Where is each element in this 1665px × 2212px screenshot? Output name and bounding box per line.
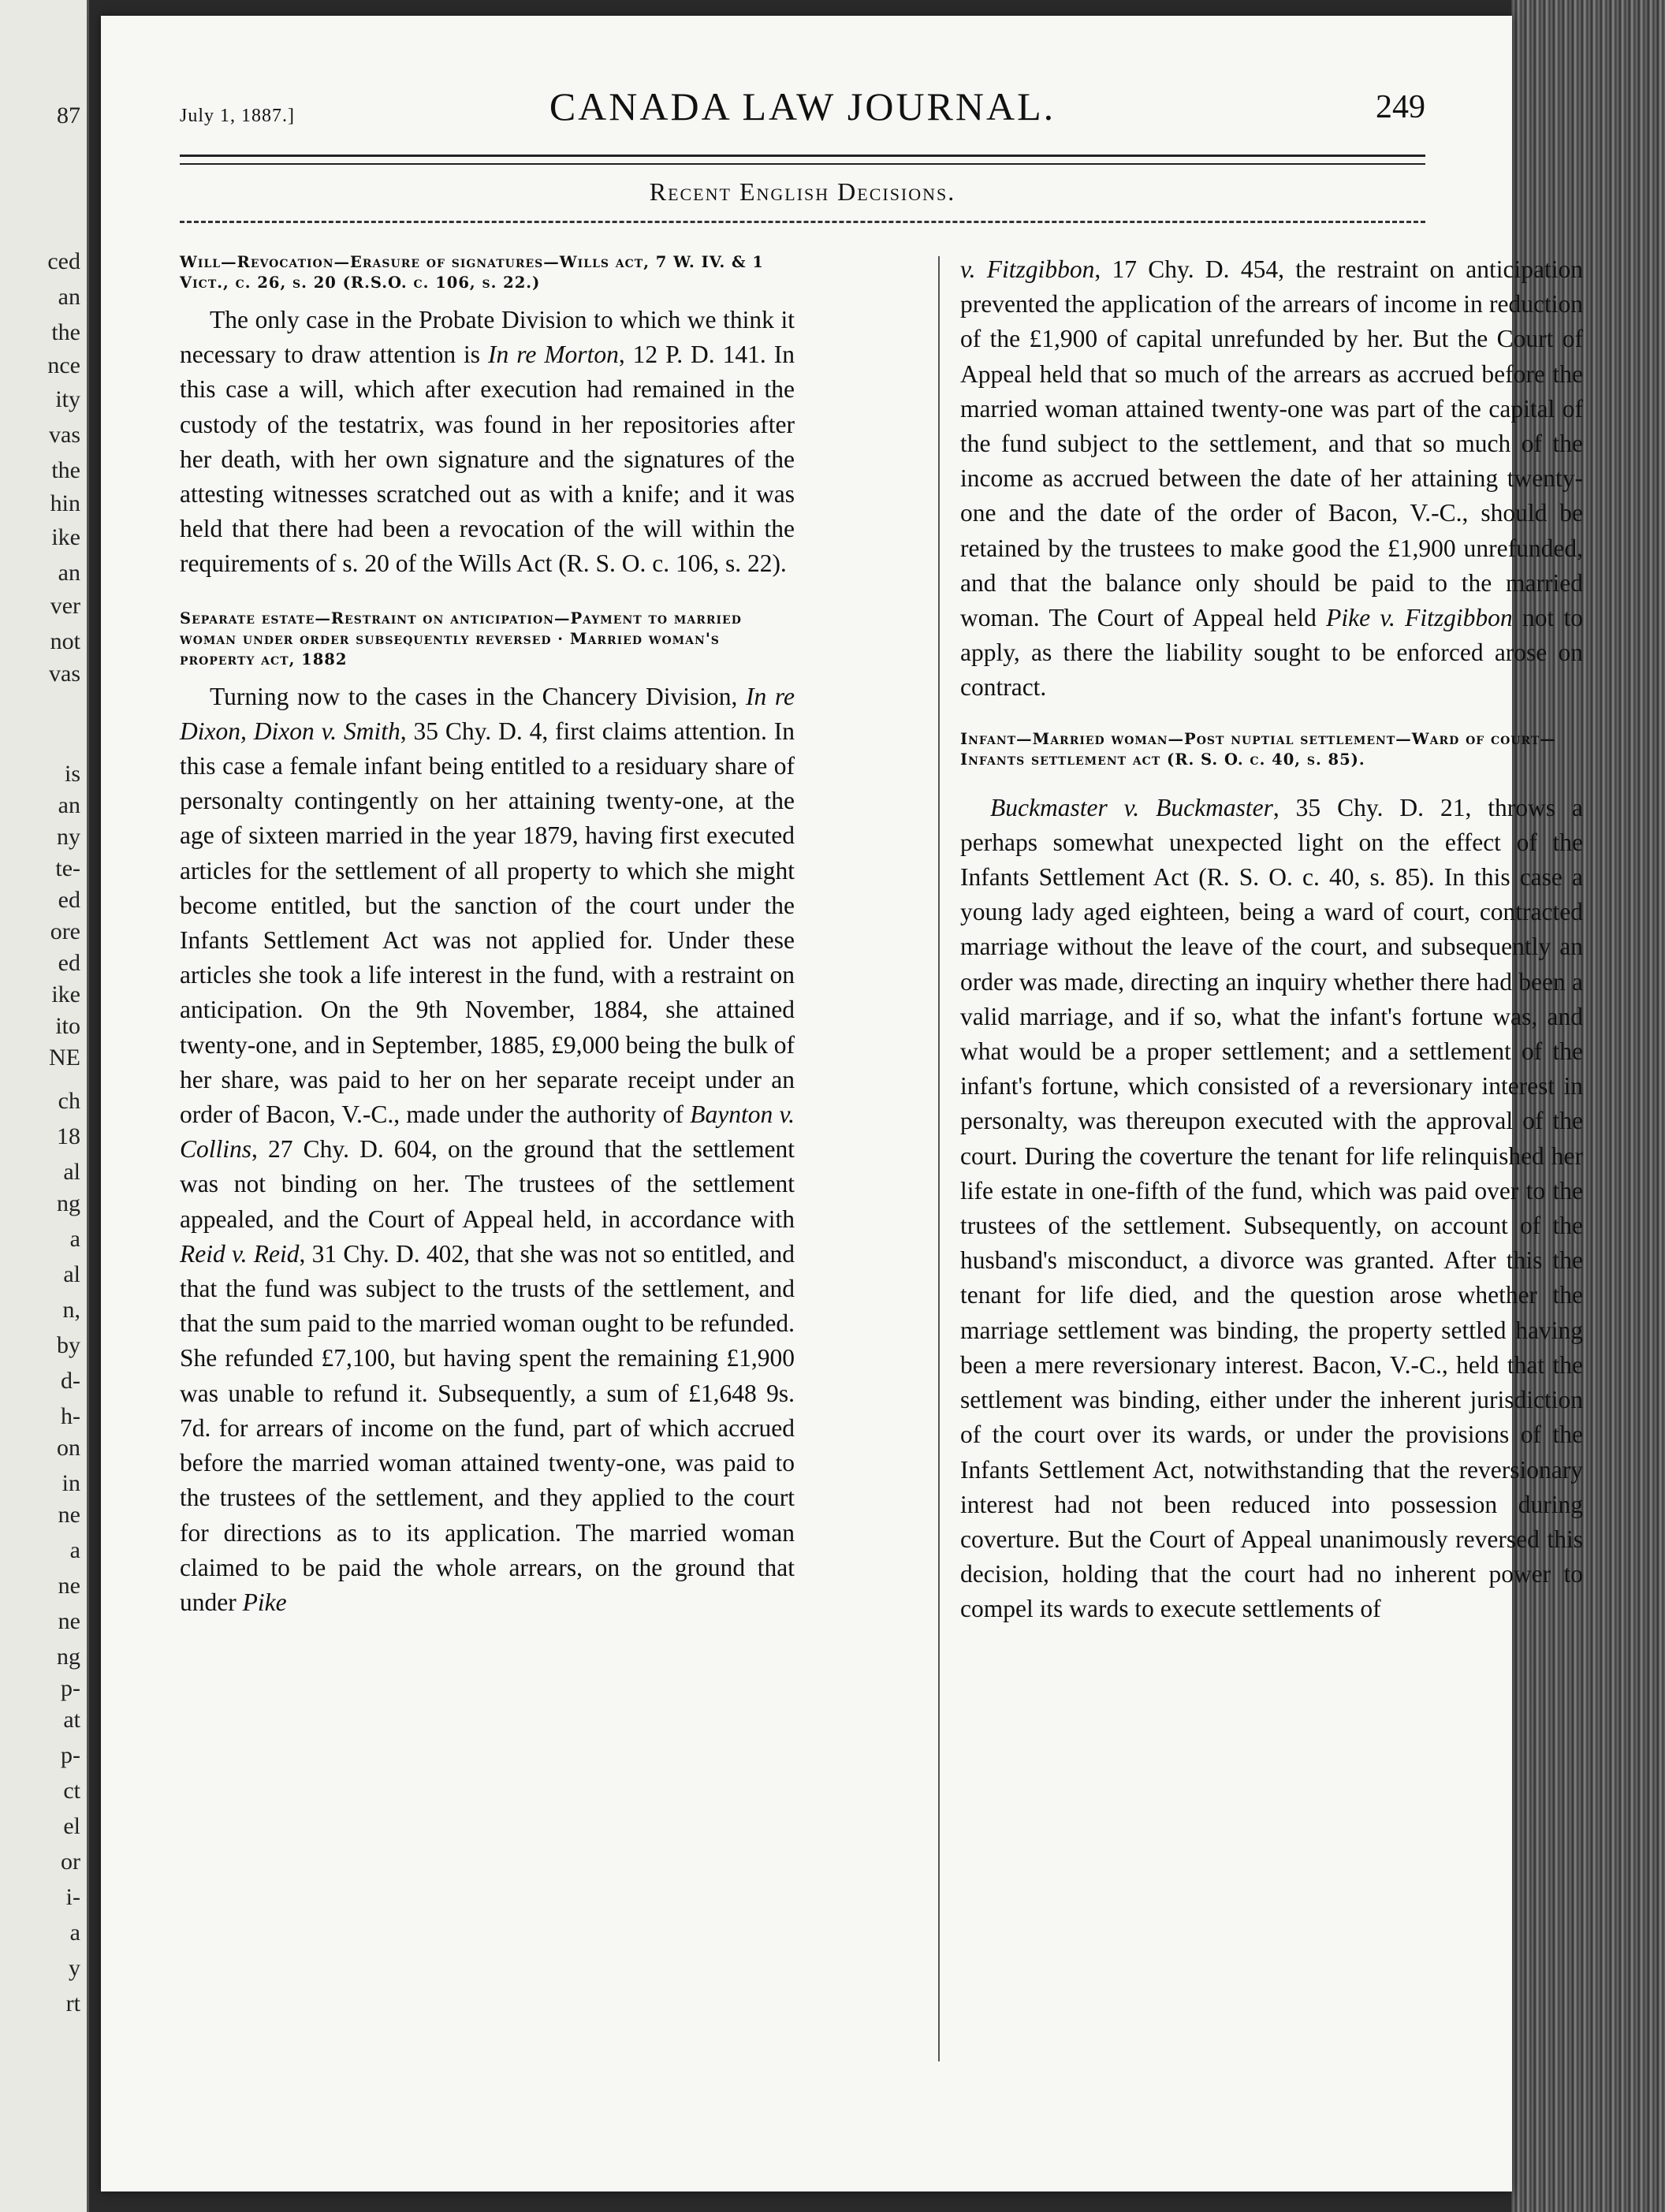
margin-fragment: ore	[50, 918, 80, 944]
margin-fragment: p-	[61, 1742, 80, 1768]
margin-fragment: nce	[47, 352, 80, 378]
margin-fragment: ct	[63, 1778, 80, 1804]
section-rule	[180, 221, 1425, 223]
margin-fragment: ver	[50, 593, 80, 619]
body-text: The only case in the Probate Division to which we think it necessary to draw attention is	[180, 306, 795, 369]
article-body-infant	[960, 791, 1583, 1627]
margin-fragment: the	[51, 319, 80, 345]
case-name: Buckmaster v. Buckmaster	[990, 793, 1273, 821]
margin-fragment: hin	[50, 490, 80, 516]
article-heading-wills: Will—Revocation—Erasure of signatures—Wills act, 7 W. IV. & 1 Vict., c. 26, s. 20 (R.S.O. c. 106, s. 22.)	[180, 253, 764, 292]
margin-fragment: ne	[58, 1608, 80, 1634]
margin-fragment: or	[61, 1849, 80, 1875]
body-text: , 12 P. D. 141. In this case a will, which after execution had remained in the custody of the testatrix, was found in her repositories after her death, with her own signature and the signatures of the attesting witnesses scratched out as with a knife; and it was held that there had been a revocation of the will within the requirements of s. 20 of the Wills Act (R. S. O. c. 106, s. 22).	[180, 341, 795, 578]
margin-fragment: an	[58, 560, 80, 586]
margin-fragment: NE	[49, 1045, 80, 1071]
margin-fragment: by	[57, 1332, 80, 1358]
margin-fragment: ito	[55, 1013, 80, 1039]
margin-fragment: ne	[58, 1573, 80, 1599]
margin-fragment: a	[69, 1920, 80, 1946]
body-text: , 35 Chy. D. 21, throws a perhaps somewhat unexpected light on the effect of the Infants Settlement Act (R. S. O. c. 40, s. 85). In this case a young lady aged eighteen, being a ward of court, contracted marriage without the leave of the court, and subsequently an order was made, directing an inquiry whether there had been a valid marriage, and if so, what the infant's fortune was, and what would be a proper settlement; and a settlement of the infant's fortune, which consisted of a reversionary interest in personalty, was thereupon executed with the approval of the court. During the coverture the tenant for life relinquished her life estate in one-fifth of the fund, which was paid over to the trustees of the settlement. Subsequently, on account of the husband's misconduct, a divorce was granted. After this the tenant for life died, and the question arose whether the marriage settlement was binding, the property settled having been a mere reversionary interest. Bacon, V.-C., held that the settlement was binding, either under the inherent jurisdiction of the court over its wards, or under the provisions of the Infants Settlement Act, notwithstanding that the reversionary interest had not been reduced into possession during coverture. But the Court of Appeal unanimously reversed this decision, holding that the court had no inherent power to compel its wards to execute settlements of	[960, 793, 1583, 1623]
body-text: , 27 Chy. D. 604, on the ground that the settlement was not binding on her. The trustees of the settlement appealed, and the Court of Appeal held, in accordance with	[180, 1135, 795, 1233]
margin-fragment: al	[63, 1159, 80, 1185]
margin-fragment: ike	[51, 981, 80, 1007]
margin-fragment: 18	[57, 1123, 80, 1149]
header-rule	[180, 155, 1425, 165]
body-text: , 31 Chy. D. 402, that she was not so entitled, and that the fund was subject to the trusts of the settlement, and that the sum paid to the married woman ought to be refunded. She refunded £7,100, but having spent the remaining £1,900 was unable to refund it. Subsequently, a sum of £1,648 9s. 7d. for arrears of income on the fund, part of which accrued before the married woman attained twenty-one, was paid to the trustees of the settlement, and they applied to the court for directions as to its application. The married woman claimed to be paid the whole arrears, on the ground that under	[180, 1239, 795, 1616]
margin-fragment: el	[63, 1813, 80, 1839]
margin-fragment: al	[63, 1261, 80, 1287]
margin-fragment: ced	[47, 248, 80, 274]
margin-fragment: is	[64, 761, 80, 787]
margin-fragment: vas	[49, 661, 80, 687]
margin-fragment: a	[69, 1537, 80, 1563]
margin-fragment: a	[69, 1226, 80, 1252]
article-body-separate-estate	[180, 680, 795, 1620]
margin-fragment: ng	[57, 1644, 80, 1670]
section-title: Recent English Decisions.	[649, 177, 956, 206]
margin-fragment: ity	[55, 386, 80, 412]
body-text: not to apply, as there the liability sought to be enforced arose on contract.	[960, 604, 1583, 702]
margin-fragment: an	[58, 792, 80, 818]
margin-fragment: in	[61, 1470, 80, 1496]
margin-fragment: i-	[65, 1884, 80, 1910]
case-name: Reid v. Reid	[180, 1239, 300, 1268]
case-name: Baynton v. Collins	[180, 1100, 795, 1164]
article-body-wills	[180, 303, 795, 582]
margin-fragment: an	[58, 284, 80, 310]
margin-fragment: the	[51, 457, 80, 483]
article-heading-separate-estate: Separate estate—Restraint on anticipation—Payment to married woman under order subsequently reversed · Married woman's property act, 1882	[180, 609, 742, 668]
margin-fragment: y	[69, 1955, 80, 1981]
case-name: v. Fitzgibbon	[960, 255, 1095, 283]
margin-fragment: ne	[58, 1502, 80, 1528]
margin-fragment: d-	[61, 1368, 80, 1394]
case-name: In re Morton	[488, 341, 619, 369]
journal-title: CANADA LAW JOURNAL.	[549, 84, 1056, 128]
right-column	[960, 252, 1583, 1627]
case-name: Pike v. Fitzgibbon	[1326, 604, 1513, 632]
article-heading-infant: Infant—Married woman—Post nuptial settlement—Ward of court—Infants settlement act (R. S. O. c. 40, s. 85).	[960, 729, 1556, 769]
left-column	[180, 252, 795, 1620]
case-name: In re Dixon, Dixon v. Smith	[180, 682, 795, 745]
column-divider	[938, 256, 940, 2061]
margin-fragment: ed	[58, 887, 80, 913]
issue-date: July 1, 1887.]	[180, 106, 295, 126]
page-number: 249	[1376, 89, 1425, 125]
margin-fragment: vas	[49, 422, 80, 448]
margin-fragment: 87	[57, 102, 80, 128]
margin-fragment: on	[57, 1435, 80, 1461]
margin-fragment: not	[50, 628, 80, 654]
page-header	[180, 79, 1425, 142]
body-text: Turning now to the cases in the Chancery Division,	[210, 682, 747, 710]
margin-fragment: ny	[57, 824, 80, 850]
margin-fragment: ed	[58, 950, 80, 976]
left-gutter	[0, 0, 89, 2212]
margin-fragment: p-	[61, 1675, 80, 1701]
article-body-separate-estate-cont	[960, 252, 1583, 706]
case-name: Pike	[242, 1588, 287, 1616]
margin-fragment: rt	[65, 1990, 80, 2016]
margin-fragment: ng	[57, 1190, 80, 1216]
body-text: , 35 Chy. D. 4, first claims attention. In this case a female infant being entitled to a residuary share of personalty contingently on her attaining twenty-one, at the age of sixteen married in the year 1879, having first executed articles for the settlement of all property to which she might become entitled, but the sanction of the court under the Infants Settlement Act was not applied for. Under these articles she took a life interest in the fund, with a restraint on anticipation. On the 9th November, 1884, she attained twenty-one, and in September, 1885, £9,000 being the bulk of her share, was paid to her on her separate receipt under an order of Bacon, V.-C., made under the authority of	[180, 717, 795, 1129]
margin-fragment: te-	[55, 855, 80, 881]
margin-fragment: n,	[62, 1297, 80, 1323]
margin-fragment: at	[63, 1707, 80, 1733]
margin-fragment: ch	[58, 1088, 80, 1114]
margin-fragment: ike	[51, 524, 80, 550]
margin-fragment: h-	[61, 1403, 80, 1429]
journal-page	[101, 16, 1584, 2192]
body-text: , 17 Chy. D. 454, the restraint on anticipation prevented the application of the arrears of income in reduction of the £1,900 of capital unrefunded by her. But the Court of Appeal held that so much of the arrears as accrued before the married woman attained twenty-one was part of the capital of the fund subject to the settlement, and that so much of the income as accrued between the date of her attaining twenty-one and the date of the order of Bacon, V.-C., should be retained by the trustees to make good the £1,900 unrefunded, and that the balance only should be paid to the married woman. The Court of Appeal held	[960, 255, 1584, 632]
